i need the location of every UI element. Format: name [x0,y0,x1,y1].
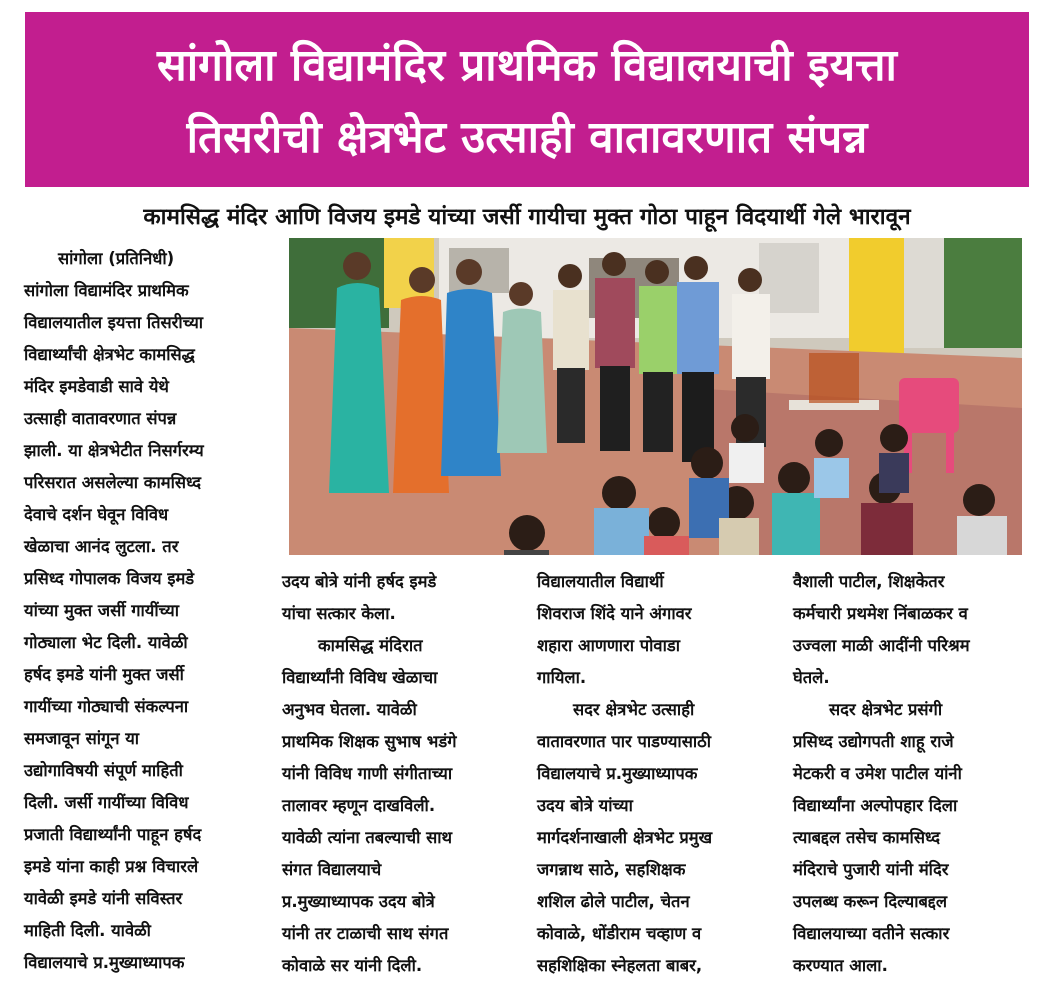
text-line: विद्यालयातील इयत्ता तिसरीच्या [24,313,204,332]
text-line: यांनी विविध गाणी संगीताच्या [282,764,453,783]
text-line: गायिला. [537,668,587,687]
text-line: प्र.मुख्याध्यापक उदय बोत्रे [282,892,435,911]
text-line: विद्यार्थ्यांनी विविध खेळाचा [282,668,438,687]
text-line: कर्मचारी प्रथमेश निंबाळकर व [793,604,968,623]
text-line: प्रसिध्द उद्योगपती शाहू राजे [793,732,954,751]
text-line: गोठ्याला भेट दिली. यावेळी [24,633,188,652]
text-line: त्याबद्दल तसेच कामसिध्द [793,828,940,847]
text-line: वैशाली पाटील, शिक्षकेतर [793,572,945,591]
text-line: मंदिराचे पुजारी यांनी मंदिर [793,860,949,879]
text-line: हर्षद इमडे यांनी मुक्त जर्सी [24,665,184,684]
subheadline: कामसिद्ध मंदिर आणि विजय इमडे यांच्या जर्सी गायीचा मुक्त गोठा पाहून विदयार्थी गेले भारावून [143,204,911,230]
text-line: प्रजाती विद्यार्थ्यांनी पाहून हर्षद [24,825,202,844]
text-line: सांगोला विद्यामंदिर प्राथमिक [24,281,189,300]
text-line: यावेळी त्यांना तबल्याची साथ [282,828,453,847]
text-line: उत्साही वातावरणात संपन्न [24,409,177,428]
article-column-1 [24,243,274,979]
text-line: खेळाचा आनंद लुटला. तर [24,537,179,556]
text-line: माहिती दिली. यावेळी [24,921,151,940]
text-line: मेटकरी व उमेश पाटील यांनी [793,764,962,783]
headline-line-1: सांगोला विद्यामंदिर प्राथमिक विद्यालयाची इयत्ता [157,40,897,91]
paragraph-start: कामसिद्ध मंदिरात [318,636,423,655]
headline-banner [25,12,1029,187]
text-line: परिसरात असलेल्या कामसिध्द [24,473,202,492]
text-line: यांनी तर टाळाची साथ संगत [282,924,449,943]
text-line: प्राथमिक शिक्षक सुभाष भडंगे [282,732,457,751]
text-line: यांचा सत्कार केला. [282,604,396,623]
article-column-4 [793,566,1043,982]
text-line: शिवराज शिंदे याने अंगावर [537,604,692,623]
text-line: विद्यार्थ्यांना अल्पोपहार दिला [793,796,958,815]
text-line: उदय बोत्रे यांनी हर्षद इमडे [282,572,437,591]
paragraph-start: सदर क्षेत्रभेट प्रसंगी [829,700,943,719]
article-column-3 [537,566,787,982]
text-line: विद्यालयाचे प्र.मुख्याध्यापक [24,953,185,972]
text-line: झाली. या क्षेत्रभेटीत निसर्गरम्य [24,441,204,460]
text-line: इमडे यांना काही प्रश्न विचारले [24,857,199,876]
text-line: मंदिर इमडेवाडी सावे येथे [24,377,169,396]
text-line: सहशिक्षिका स्नेहलता बाबर, [537,956,703,975]
news-photo [289,238,1022,555]
dateline: सांगोला (प्रतिनिधी) [58,249,175,268]
text-line: प्रसिध्द गोपालक विजय इमडे [24,569,195,588]
text-line: मार्गदर्शनाखाली क्षेत्रभेट प्रमुख [537,828,713,847]
text-line: घेतले. [793,668,830,687]
text-line: कोवाळे सर यांनी दिली. [282,956,423,975]
text-line: विद्यालयाच्या वतीने सत्कार [793,924,950,943]
text-line: समजावून सांगून या [24,729,140,748]
text-line: दिली. जर्सी गायींच्या विविध [24,793,189,812]
text-line: कोवाळे, धोंडीराम चव्हाण व [537,924,702,943]
text-line: देवाचे दर्शन घेवून विविध [24,505,169,524]
text-line: संगत विद्यालयाचे [282,860,382,879]
text-line: अनुभव घेतला. यावेळी [282,700,417,719]
text-line: उद्योगाविषयी संपूर्ण माहिती [24,761,183,780]
text-line: तालावर म्हणून दाखविली. [282,796,436,815]
text-line: विद्यालयाचे प्र.मुख्याध्यापक [537,764,698,783]
text-line: करण्यात आला. [793,956,888,975]
text-line: उज्वला माळी आदींनी परिश्रम [793,636,970,655]
paragraph-start: सदर क्षेत्रभेट उत्साही [573,700,695,719]
text-line: विद्यालयातील विद्यार्थी [537,572,664,591]
article-column-2 [282,566,532,982]
text-line: यावेळी इमडे यांनी सविस्तर [24,889,183,908]
text-line: शशिल ढोले पाटील, चेतन [537,892,690,911]
text-line: उदय बोत्रे यांच्या [537,796,633,815]
headline-line-2: तिसरीची क्षेत्रभेट उत्साही वातावरणात संपन्न [186,112,868,163]
text-line: उपलब्ध करून दिल्याबद्दल [793,892,948,911]
text-line: शहारा आणणारा पोवाडा [537,636,680,655]
text-line: यांच्या मुक्त जर्सी गायींच्या [24,601,180,620]
text-line: जगन्नाथ साठे, सहशिक्षक [537,860,686,879]
text-line: गायींच्या गोठ्याची संकल्पना [24,697,189,716]
text-line: वातावरणात पार पाडण्यासाठी [537,732,711,751]
text-line: विद्यार्थ्यांची क्षेत्रभेट कामसिद्ध [24,345,195,364]
